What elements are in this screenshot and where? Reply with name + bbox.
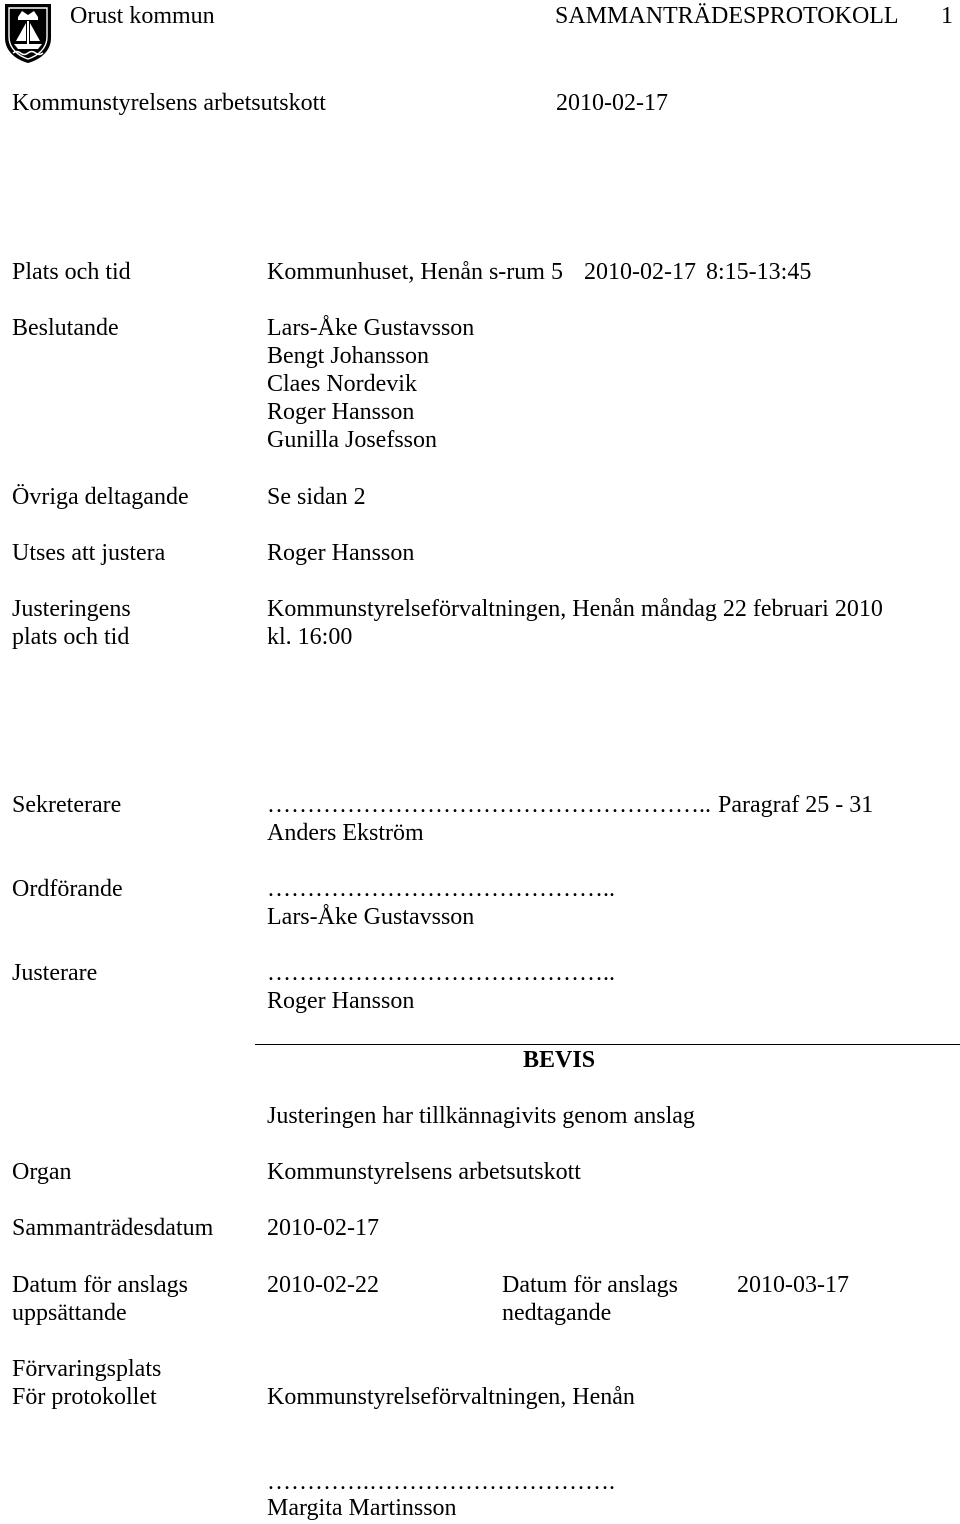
organ-value: Kommunstyrelsens arbetsutskott — [267, 1159, 581, 1185]
committee-name: Kommunstyrelsens arbetsutskott — [12, 90, 326, 116]
paragraph-range: Paragraf 25 - 31 — [718, 792, 874, 818]
secretary-label: Sekreterare — [12, 792, 122, 818]
certifier-signature-line: ………….…………………………. — [267, 1469, 615, 1495]
meeting-place: Kommunhuset, Henån s-rum 5 — [267, 259, 563, 285]
adjuster-signature-label: Justerare — [12, 960, 98, 986]
chair-label: Ordförande — [12, 876, 123, 902]
document-type-title: SAMMANTRÄDESPROTOKOLL — [555, 3, 899, 29]
posted-date-label: uppsättande — [12, 1300, 127, 1326]
meeting-date-value: 2010-02-17 — [267, 1215, 379, 1241]
deciding-label: Beslutande — [12, 315, 119, 341]
meeting-date-label: Sammanträdesdatum — [12, 1215, 214, 1241]
removed-date-label: nedtagande — [502, 1300, 612, 1326]
other-participants-value: Se sidan 2 — [267, 484, 366, 510]
organ-label: Organ — [12, 1159, 72, 1185]
adjustment-label: plats och tid — [12, 624, 130, 650]
certifier-name: Margita Martinsson — [267, 1495, 457, 1521]
adjustment-value: kl. 16:00 — [267, 624, 353, 650]
certificate-statement: Justeringen har tillkännagivits genom anslag — [267, 1103, 695, 1129]
municipality-name: Orust kommun — [70, 3, 215, 29]
removed-date-label: Datum för anslags — [502, 1272, 678, 1298]
adjustment-label: Justeringens — [12, 596, 131, 622]
posted-date-label: Datum för anslags — [12, 1272, 188, 1298]
posted-date-value: 2010-02-22 — [267, 1272, 379, 1298]
coat-of-arms-icon — [3, 2, 53, 64]
adjuster-label: Utses att justera — [12, 540, 166, 566]
certificate-title: BEVIS — [523, 1047, 596, 1073]
deciding-member: Bengt Johansson — [267, 343, 429, 369]
adjuster-signature-line: …………………………………….. — [267, 960, 615, 986]
header-meeting-date: 2010-02-17 — [556, 90, 668, 116]
other-participants-label: Övriga deltagande — [12, 484, 189, 510]
chair-name: Lars-Åke Gustavsson — [267, 904, 475, 930]
adjustment-value: Kommunstyrelseförvaltningen, Henån måndag 22 februari 2010 — [267, 596, 883, 622]
page-number: 1 — [941, 3, 953, 29]
deciding-member: Lars-Åke Gustavsson — [267, 315, 475, 341]
deciding-member: Gunilla Josefsson — [267, 427, 437, 453]
adjuster-value: Roger Hansson — [267, 540, 415, 566]
meeting-time: 8:15-13:45 — [706, 259, 812, 285]
certificate-divider — [255, 1044, 960, 1045]
secretary-name: Anders Ekström — [267, 820, 424, 846]
chair-signature-line: …………………………………….. — [267, 876, 615, 902]
place-time-label: Plats och tid — [12, 259, 131, 285]
storage-value: Kommunstyrelseförvaltningen, Henån — [267, 1384, 635, 1410]
storage-label: Förvaringsplats — [12, 1356, 162, 1382]
deciding-member: Claes Nordevik — [267, 371, 417, 397]
meeting-date: 2010-02-17 — [584, 259, 696, 285]
secretary-signature-line: ……………………………………………….. — [267, 792, 711, 818]
adjuster-name: Roger Hansson — [267, 988, 415, 1014]
storage-label: För protokollet — [12, 1384, 157, 1410]
deciding-member: Roger Hansson — [267, 399, 415, 425]
removed-date-value: 2010-03-17 — [737, 1272, 849, 1298]
